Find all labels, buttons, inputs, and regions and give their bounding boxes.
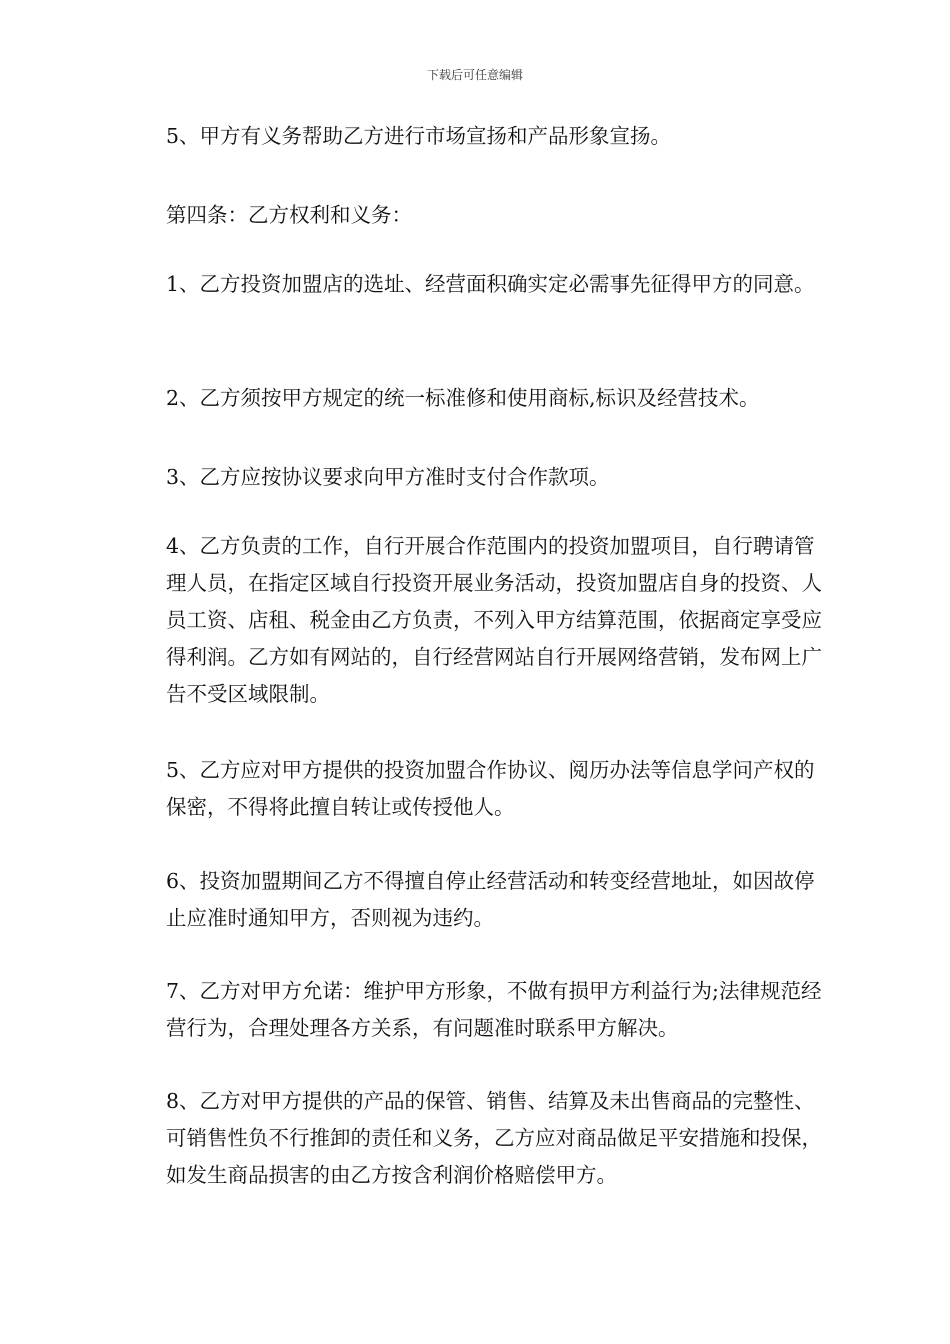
paragraph-item-5: 5、乙方应对甲方提供的投资加盟合作协议、阅历办法等信息学问产权的保密，不得将此擅自转让或传授他人。 [166,758,815,819]
article-four-heading: 第四条：乙方权利和义务： [166,203,412,227]
paragraph-item-3: 3、乙方应按协议要求向甲方准时支付合作款项。 [166,465,610,489]
paragraph-item-6: 6、投资加盟期间乙方不得擅自停止经营活动和转变经营地址，如因故停止应准时通知甲方，否则视为违约。 [166,869,815,930]
paragraph-item-7: 7、乙方对甲方允诺：维护甲方形象，不做有损甲方利益行为;法律规范经营行为，合理处理各方关系，有问题准时联系甲方解决。 [166,979,822,1040]
paragraph-item-4: 4、乙方负责的工作，自行开展合作范围内的投资加盟项目，自行聘请管理人员，在指定区域自行投资开展业务活动，投资加盟店自身的投资、人员工资、店租、税金由乙方负责，不列入甲方结算范围，依据商定享受应得利润。乙方如有网站的，自行经营网站自行开展网络营销，发布网上广告不受区域限制。 [166,534,822,706]
page-header: 下载后可任意编辑 [426,68,523,82]
paragraph-party-a-promotion: 5、甲方有义务帮助乙方进行市场宣扬和产品形象宣扬。 [166,124,672,148]
paragraph-item-1: 1、乙方投资加盟店的选址、经营面积确实定必需事先征得甲方的同意。 [166,272,815,296]
paragraph-item-8: 8、乙方对甲方提供的产品的保管、销售、结算及未出售商品的完整性、可销售性负不行推卸的责任和义务，乙方应对商品做足平安措施和投保，如发生商品损害的由乙方按含利润价格赔偿甲方。 [166,1089,822,1187]
paragraph-item-2: 2、乙方须按甲方规定的统一标准修和使用商标,标识及经营技术。 [166,386,760,410]
